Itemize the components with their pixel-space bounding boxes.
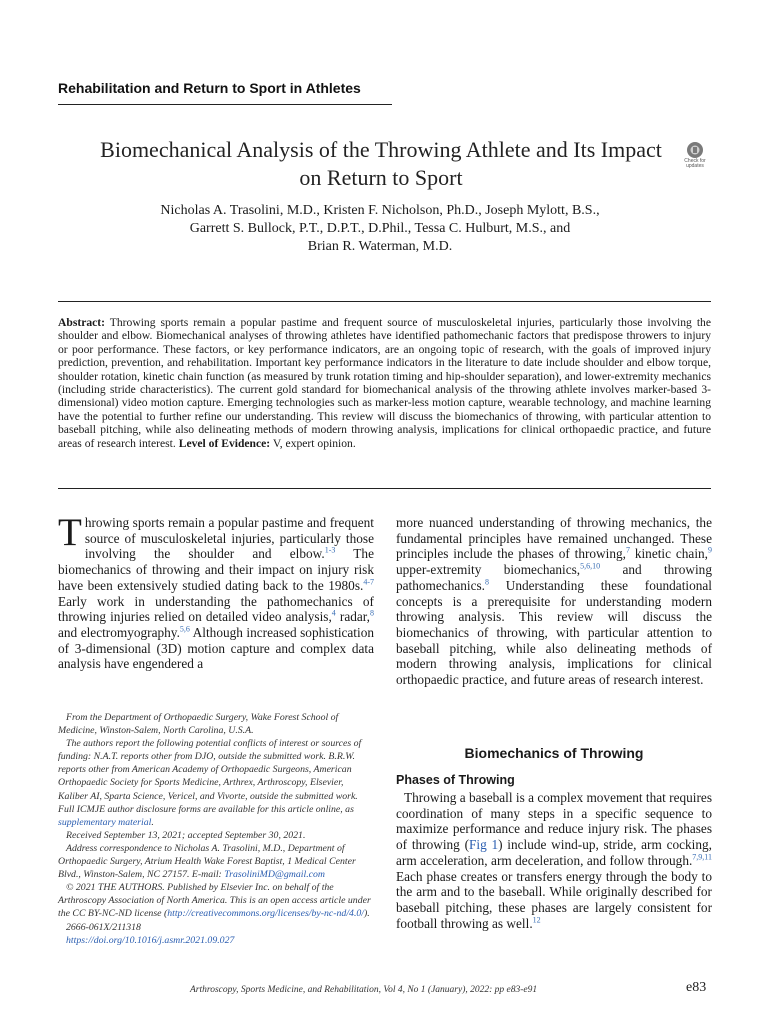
page-number: e83 (686, 980, 707, 995)
article-title: Biomechanical Analysis of the Throwing Athlete and Its Impact on Return to Sport (100, 137, 662, 190)
citation-link[interactable]: 4 (331, 608, 336, 618)
citation-link[interactable]: 1-3 (324, 545, 336, 555)
level-of-evidence-value: V, expert opinion. (272, 436, 356, 450)
section-heading: Biomechanics of Throwing (464, 745, 644, 761)
journal-footer: Arthroscopy, Sports Medicine, and Rehabilitation, Vol 4, No 1 (January), 2022: pp e83-e91 (190, 985, 538, 995)
section-tag: Rehabilitation and Return to Sport in Athletes (58, 80, 361, 96)
citation-link[interactable]: 9 (708, 545, 712, 555)
affiliation-note: From the Department of Orthopaedic Surgery, Wake Forest School of Medicine, Winston-Salem, North Carolina, U.S.A. (58, 712, 339, 737)
citation-link[interactable]: 5,6 (179, 624, 190, 634)
copyright-note: © 2021 THE AUTHORS. Published by Elsevier Inc. on behalf of the Arthroscopy Association of North America. This is an open access article under the CC BY-NC-ND license (http://creativecommons.org/licenses/by-nc-nd/4.0/). (58, 882, 371, 920)
abstract-label: Abstract: (58, 316, 106, 329)
subsection-heading: Phases of Throwing (396, 773, 515, 787)
abstract-text: Throwing sports remain a popular pastime and frequent source of musculoskeletal injuries, particularly those involving the shoulder and elbow. Biomechanical analyses of throwing athletes have identified pathomechanic factors that predispose throwers to injury or poor performance. These factors, or key performance indicators, are an ongoing topic of research, with the goals of improved injury prediction, prevention, and rehabilitation. Important key performance indicators in the literature to date include shoulder and elbow torque, shoulder rotation, kinetic chain function (as measured by trunk rotation timing and hip-shoulder separation), and lower-extremity mechanics (including stride characteristics). The current gold standard for biomechanical analysis of the throwing athlete involves marker-based 3-dimensional) video motion capture. Emerging technologies such as marker-less motion capture, wearable technology, and machine learning have the potential to further refine our understanding. This review will discuss the biomechanics of throwing, with particular attention to baseball pitching, while also delineating methods of modern throwing analysis, implications for clinical orthopaedic practice, and future areas of research interest. (58, 316, 711, 450)
citation-link[interactable]: 8 (484, 577, 489, 587)
correspondence-address: Address correspondence to Nicholas A. Trasolini, M.D., Department of Orthopaedic Surgery, Atrium Health Wake Forest Baptist, 1 Medical Center Blvd., Winston-Salem, NC 27157. E-mail: TrasoliniMD@gmail.com (58, 842, 356, 881)
citation-link[interactable]: 7,9,11 (692, 852, 712, 862)
citation-link[interactable]: 8 (370, 608, 374, 618)
email-link[interactable]: TrasoliniMD@gmail.com (224, 869, 325, 881)
issn: 2666-061X/211318 (66, 921, 141, 933)
citation-link[interactable]: 4-7 (363, 577, 374, 587)
author-list (100, 202, 660, 256)
footnotes (58, 711, 374, 947)
authors-line-1: Nicholas A. Trasolini, M.D., Kristen F. Nicholson, Ph.D., Joseph Mylott, B.S., (160, 203, 600, 218)
authors-line-3: Brian R. Waterman, M.D. (307, 239, 453, 254)
citation-link[interactable]: 7 (625, 545, 630, 555)
body-column-left: Throwing sports remain a popular pastime and frequent source of musculoskeletal injuries, particularly those involving the shoulder and elbow.$^{1-3}$ The biomechanics of throwing and their impact on injury risk have been extensively studied dating back to the 1980s.$^{4-7}$ Early work in understanding the pathomechanics of throwing injuries relied on detailed video analysis,$^4$ radar,$^8$ and electromyography.$^{5,6}$ Although increased sophistication of 3-dimensional (3D) motion capture and complex data analysis have engendered a (58, 511, 374, 672)
citation-link[interactable]: 5,6,10 (580, 561, 601, 571)
figure-1-link[interactable]: Fig 1 (469, 837, 499, 853)
conflict-of-interest-note: The authors report the following potential conflicts of interest or sources of funding: N.A.T. reports other from DJO, outside the submitted work. B.R.W. reports other from American Academy of Orthopaedic Surgeons, American Orthopaedic Society for Sports Medicine, Arthrex, Arthroscopy, Elsevier, Kaliber AI, Sparta Science, Vericel, and Vivorte, outside the submitted work. Full ICMJE author disclosure forms are available for this article online, as supplementary material. (58, 738, 362, 828)
supplementary-material-link[interactable]: supplementary material (58, 816, 152, 828)
body-column-right: more nuanced understanding of throwing mechanics, the fundamental principles have remained unchanged. These principles include the phases of throwing,$^7$ kinetic chain,$^9$ upper-extremity biomechanics,$^{5,6,10}$ and throwing pathomechanics.$^8$ Understanding these foundational concepts is a prerequisite for understanding modern throwing analysis. This review will discuss the biomechanics of throwing, with particular attention to baseball pitching, while also delineating methods of modern throwing analysis, implications for clinical orthopaedic practice, and future areas of research interest. (396, 515, 712, 688)
section-divider (58, 104, 392, 105)
license-link[interactable]: http://creativecommons.org/licenses/by-nc-nd/4.0/ (167, 908, 365, 920)
authors-line-2: Garrett S. Bullock, P.T., D.P.T., D.Phil., Tessa C. Hulburt, M.S., and (189, 221, 571, 236)
citation-link[interactable]: 12 (532, 915, 541, 925)
received-dates: Received September 13, 2021; accepted September 30, 2021. (66, 829, 306, 841)
level-of-evidence-label: Level of Evidence: (178, 436, 271, 450)
badge-label: Check for updates (684, 158, 706, 169)
doi-link[interactable]: https://doi.org/10.1016/j.asmr.2021.09.027 (66, 934, 235, 946)
abstract (58, 316, 711, 450)
abstract-bottom-rule (58, 488, 711, 489)
drop-cap: T (58, 511, 82, 554)
check-for-updates-badge[interactable] (680, 140, 710, 172)
abstract-top-rule (58, 301, 711, 302)
phases-paragraph: Throwing a baseball is a complex movement that requires coordination of many steps in a specific sequence to maximize performance and reduce injury risk. The phases of throwing (Fig 1) include wind-up, stride, arm cocking, arm acceleration, arm deceleration, and follow through.$^{7,9,11}$ Each phase creates or transfers energy through the body to the arm and to the baseball. While originally described for baseball pitching, these phases are largely consistent for football throwing as well.$^{12}$ (396, 790, 712, 931)
